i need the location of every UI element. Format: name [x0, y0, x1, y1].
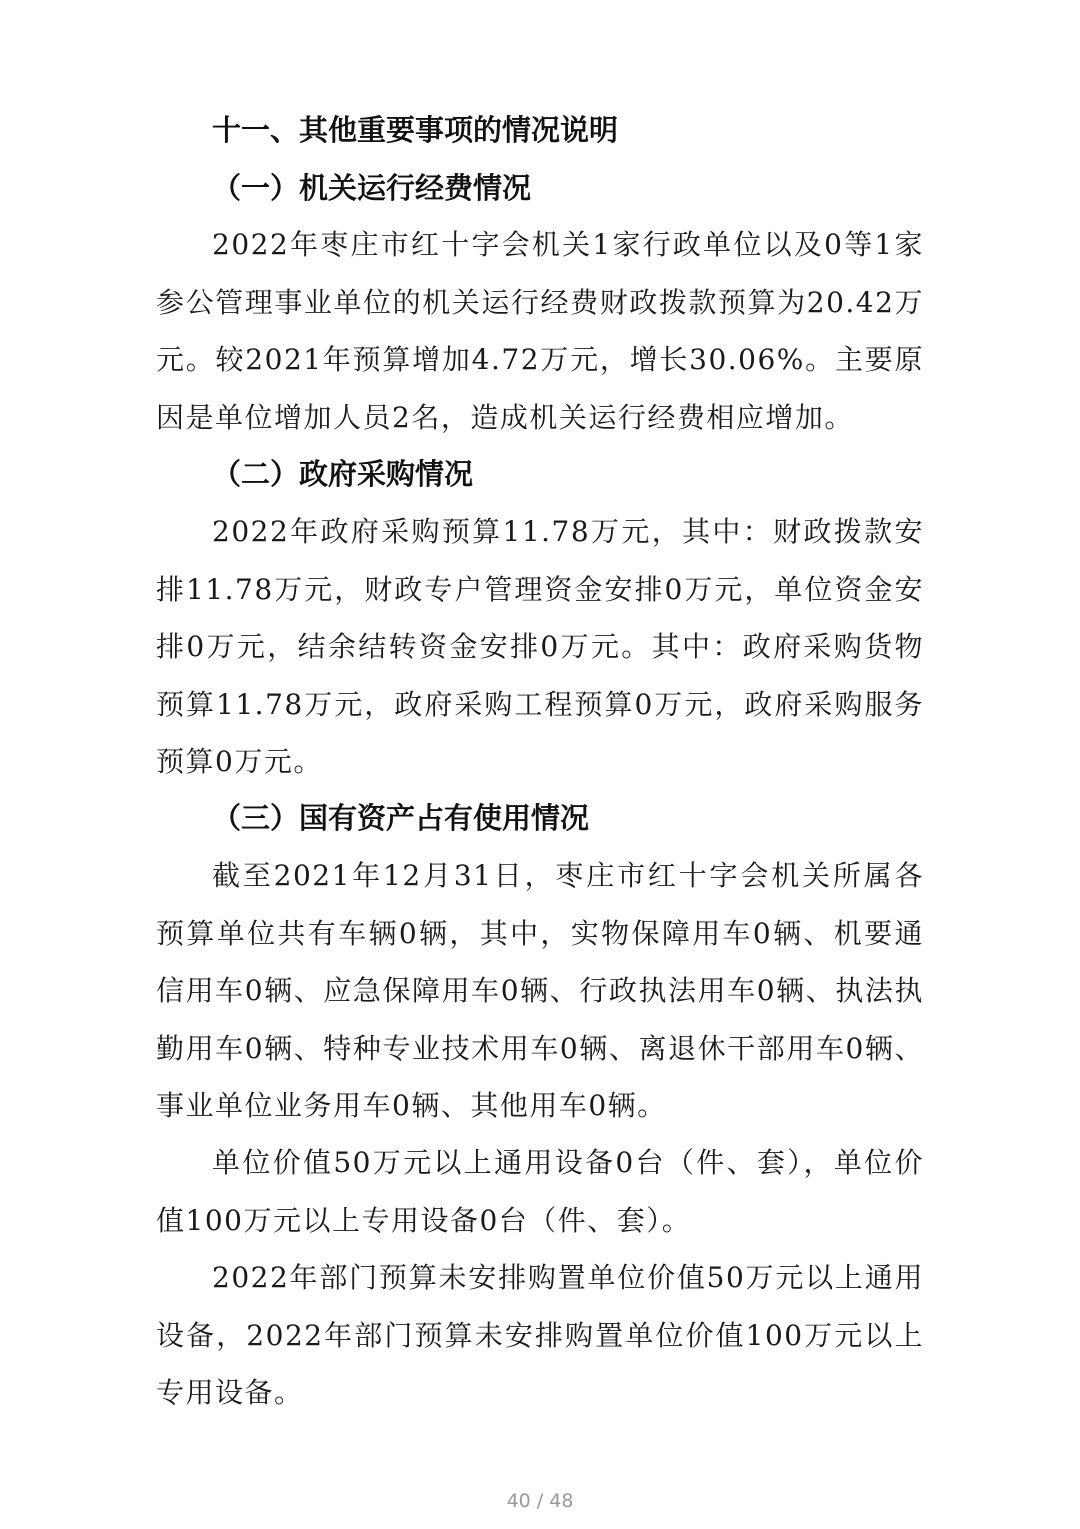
paragraph-purchase-plan: 2022年部门预算未安排购置单位价值50万元以上通用设备，2022年部门预算未安排购置单位价值100万元以上专用设备。	[156, 1261, 924, 1409]
paragraph-vehicles: 截至2021年12月31日，枣庄市红十字会机关所属各预算单位共有车辆0辆，其中，实物保障用车0辆、机要通信用车0辆、应急保障用车0辆、行政执法用车0辆、执法执勤用车0辆、特种专业技术用车0辆、离退休干部用车0辆、事业单位业务用车0辆、其他用车0辆。	[156, 859, 924, 1122]
subsection-heading-state-assets: （三）国有资产占有使用情况	[212, 801, 590, 835]
paragraph-operating-costs: 2022年枣庄市红十字会机关1家行政单位以及0等1家参公管理事业单位的机关运行经费财政拨款预算为20.42万元。较2021年预算增加4.72万元，增长30.06%。主要原因是单位增加人员2名，造成机关运行经费相应增加。	[156, 228, 924, 434]
section-title: 十一、其他重要事项的情况说明	[212, 113, 619, 147]
subsection-heading-operating-costs: （一）机关运行经费情况	[212, 171, 532, 205]
paragraph-procurement: 2022年政府采购预算11.78万元，其中：财政拨款安排11.78万元，财政专户管理资金安排0万元，单位资金安排0万元，结余结转资金安排0万元。其中：政府采购货物预算11.78万元，政府采购工程预算0万元，政府采购服务预算0万元。	[156, 515, 924, 778]
paragraph-equipment: 单位价值50万元以上通用设备0台（件、套），单位价值100万元以上专用设备0台（件、套）。	[156, 1146, 924, 1237]
subsection-heading-procurement: （二）政府采购情况	[212, 457, 474, 491]
page-indicator: 40 / 48	[506, 1490, 574, 1512]
